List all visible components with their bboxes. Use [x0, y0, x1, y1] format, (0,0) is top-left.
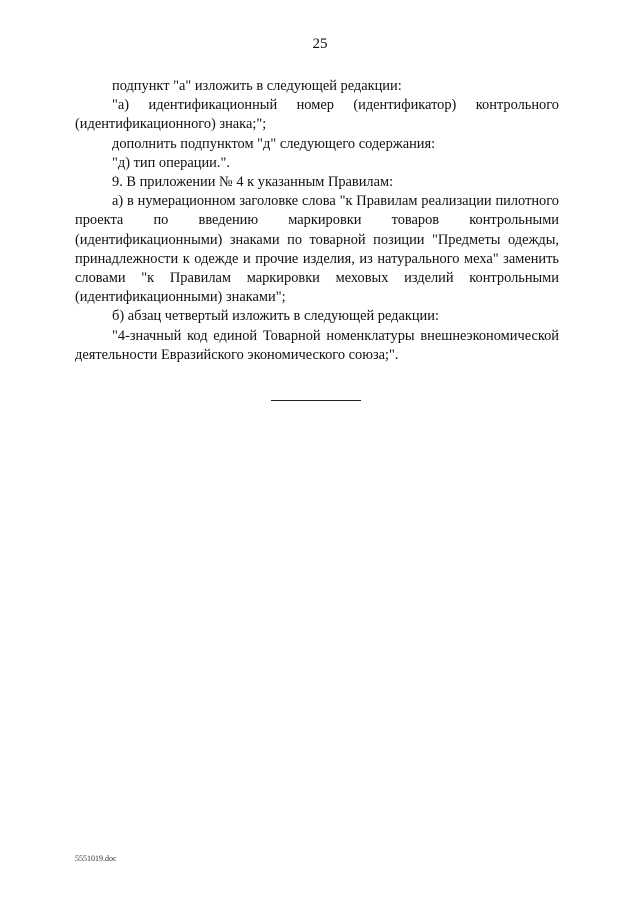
footer-document-code: 5551019.doc [75, 854, 117, 863]
paragraph-subitem-d-intro: дополнить подпунктом "д" следующего содержания: [112, 135, 436, 152]
paragraph-item-9-b: б) абзац четвертый изложить в следующей редакции: [112, 308, 439, 325]
paragraph-item-9-b-text: "4-значный код единой Товарной номенклатуры внешнеэкономической деятельности Евразийского экономического союза;". [75, 327, 559, 363]
document-body [75, 77, 559, 365]
paragraph-item-9: 9. В приложении № 4 к указанным Правилам: [112, 174, 394, 191]
paragraph-subitem-a-intro: подпункт "а" изложить в следующей редакции: [112, 78, 402, 94]
page-number: 25 [312, 36, 328, 52]
end-separator-line [271, 400, 361, 401]
paragraph-subitem-d-text: "д) тип операции.". [112, 154, 230, 171]
paragraph-item-9-a: а) в нумерационном заголовке слова "к Правилам реализации пилотного проекта по введению маркировки товаров контрольными (идентификационными) знаками по товарной позиции "Предметы одежды, принадлежности к одежде и прочие изделия, из натурального меха" заменить словами "к Правилам маркировки меховых изделий контрольными (идентификационными) знаками"; [75, 193, 559, 306]
paragraph-subitem-a-text: "а) идентификационный номер (идентификатор) контрольного (идентификационного) знака;"; [75, 97, 559, 133]
